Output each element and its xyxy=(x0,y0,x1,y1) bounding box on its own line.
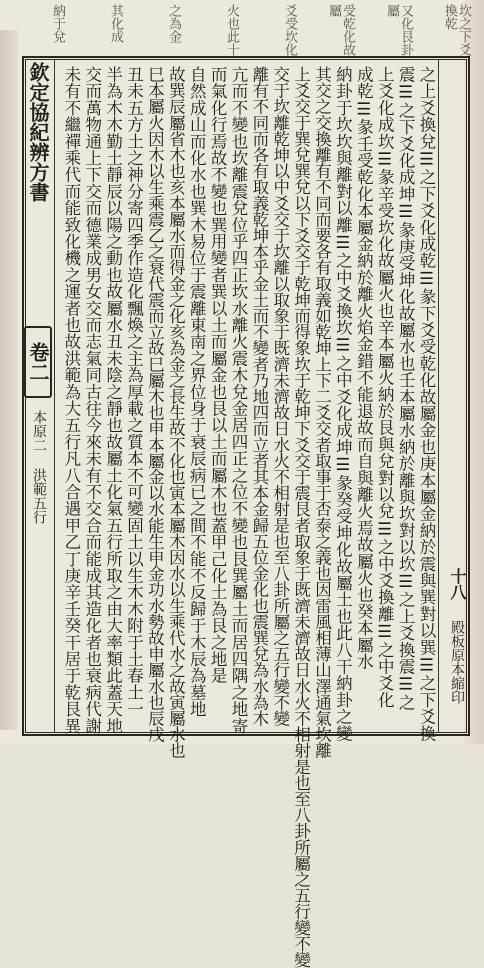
text-column: 自然成山而化水也巽木易位于震離東南之界位身于衰辰病已之間不能不反歸于木辰為墓地 xyxy=(187,66,207,718)
margin-divider xyxy=(438,59,439,733)
text-column: 故巽辰屬省木也亥本屬水而得金之化亥為金之長生故不化也寅本屬木因水以生乘代水之故寅屬水也 xyxy=(166,66,186,759)
bleed-column: 又化艮卦屬 xyxy=(384,4,413,56)
text-column: 成乾☰彖壬受乾化本屬金納於離火焰金錯不能退故而自與離火焉故屬火也癸本屬水 xyxy=(354,66,374,670)
edition-note: 殿板原本縮印 xyxy=(449,620,465,704)
text-column: 其交之交換離有不同而要各有取義如乾坤上下二爻交者取事于否泰之義也因雷風相薄山澤通氣坎離 xyxy=(312,66,332,759)
bleed-column: 受乾化故屬 xyxy=(326,4,355,56)
text-column: 丑未五方土之神分寄四季作造化飄煥之主為厚載之質本不可變固土以生木木附于土春土一 xyxy=(124,66,144,718)
bleed-column: 之為金 xyxy=(166,4,181,43)
juan-label: 卷二 xyxy=(24,326,52,398)
bleed-column: 火也此十 xyxy=(224,4,239,56)
text-column: 之上爻換兌☰之下爻化成乾☰彖下爻受乾化故屬金也庚本屬金納於震與巽對以巽☰之下爻換 xyxy=(416,66,436,742)
section-label: 本原二 洪範五行 xyxy=(31,410,47,524)
text-column: 交于坎離乾坤以中爻交于坎離以取象于既濟未濟故日水火不相射是也至八卦所屬之五行變不變 xyxy=(270,66,290,727)
margin-divider xyxy=(54,59,55,733)
text-column: 巳本屬火因木以生乘震乙之衰代震而立故巳屬木也申本屬金以水能生申金功水勢故申屬水也辰戌 xyxy=(145,66,165,743)
text-column: 震☰之下爻化成坤☰彖庚受坤化故屬水也壬本屬水納於離與坎對以坎☰之上爻換震☰之 xyxy=(396,66,416,711)
text-column: 未有不繼禪乘代而能致化機之運者也故洪範為大五行凡八合遇甲乙丁庚辛壬癸干居于乾艮異 xyxy=(61,66,81,734)
bleed-column: 其化成 xyxy=(108,4,123,43)
book-title: 欽定協紀辨方書 xyxy=(26,62,50,202)
text-column: 而氣化行焉故不變也巽用變者巽以土而屬金也艮以土而屬木也蓋甲己化土為艮之地是 xyxy=(208,66,228,684)
bleed-column: 爻受坎化 xyxy=(282,4,297,56)
text-column: 半為木木勤土靜辰以陽之動也故屬水丑未陰之靜也故屬土化氣五行所取之由大率類此蓋天地 xyxy=(103,66,123,734)
bleed-column: 納于兌 xyxy=(50,4,65,43)
text-column: 交而萬物通上下交而德業成男女交而志氣同古往今來未有不交合而能成其造化者也衰病代謝 xyxy=(82,66,102,734)
previous-page-bleed xyxy=(0,30,18,730)
top-bleed-text xyxy=(34,0,474,56)
text-column: 上爻交于巽兌巽兌以下爻交于乾坤而得象坎于乾坤下爻交于震艮者取象于既濟未濟故日水火不相射是也至八卦所屬之五行變不變 xyxy=(291,66,311,968)
bleed-column: 坎之下爻換乾 xyxy=(442,4,471,56)
page-number: 十八 xyxy=(448,568,467,600)
text-column: 上爻化成坎☰彖辛受坎化故屬火也辛本屬火納於艮與兌對以兌☰之中爻換離☰之中爻化 xyxy=(375,66,395,709)
text-column: 亢而不變也坎離震兌位乎四正坎水離火震木兌金居四正之位不變也艮巽屬土而居四隅之地寄 xyxy=(228,66,248,734)
text-column: 離有不同而各有取義乾坤本乎金土而不變者乃地四而立者其本金歸五位金化也震巽兌為水為木 xyxy=(249,66,269,727)
text-column: 納卦于坎坎與離對以離☰之中爻換坎☰之中爻化成坤☰彖癸受坤化故屬土也此八干納卦之變 xyxy=(333,66,353,742)
